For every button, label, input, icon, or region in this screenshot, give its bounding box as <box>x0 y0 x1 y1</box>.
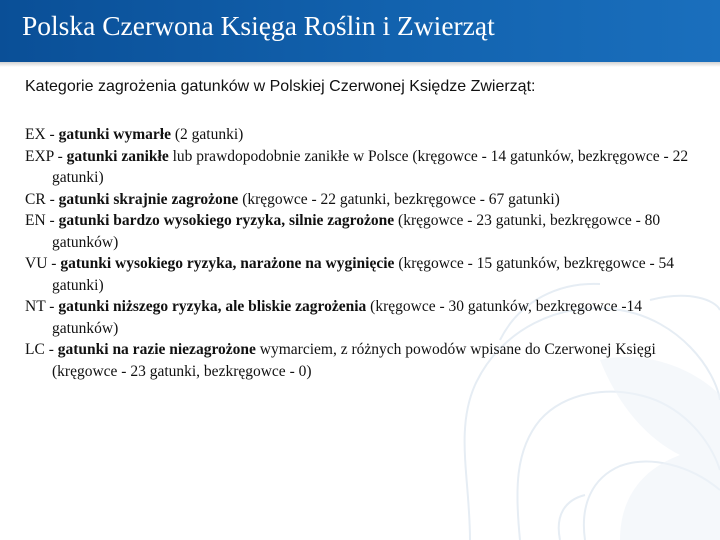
category-separator: - <box>44 341 58 358</box>
category-separator: - <box>45 212 59 229</box>
slide-title: Polska Czerwona Księga Roślin i Zwierząt <box>22 10 495 41</box>
category-separator: - <box>45 126 59 143</box>
category-term: gatunki na razie niezagrożone <box>57 341 256 358</box>
category-item-lc <box>25 339 700 382</box>
intro-text: Kategorie zagrożenia gatunków w Polskiej Czerwonej Księdze Zwierząt: <box>25 78 536 95</box>
category-code: EN <box>25 212 46 229</box>
category-detail: (kręgowce - 22 gatunki, bezkręgowce - 67 gatunki) <box>238 190 560 208</box>
category-term: gatunki zanikłe <box>66 147 169 165</box>
category-term: gatunki bardzo wysokiego ryzyka, silnie zagrożone <box>58 212 395 229</box>
category-detail: (kręgowce - 30 gatunków, bezkręgowce -14 gatunków) <box>52 298 643 337</box>
category-detail: (kręgowce - 15 gatunków, bezkręgowce - 54 gatunki) <box>52 255 675 294</box>
category-item-ex <box>25 124 700 146</box>
category-term: gatunki niższego ryzyka, ale bliskie zagrożenia <box>58 298 367 315</box>
category-separator: - <box>45 190 59 208</box>
category-code: EX <box>25 126 46 143</box>
category-separator: - <box>45 298 59 315</box>
category-separator: - <box>53 147 67 165</box>
category-item-exp <box>25 146 700 189</box>
category-code: LC <box>25 341 45 358</box>
category-term: gatunki skrajnie zagrożone <box>58 190 239 208</box>
category-detail: (kręgowce - 23 gatunki, bezkręgowce - 80 gatunków) <box>52 212 661 251</box>
category-term: gatunki wysokiego ryzyka, narażone na wyginięcie <box>60 255 395 272</box>
category-item-vu <box>25 253 700 296</box>
category-term: gatunki wymarłe <box>58 126 171 143</box>
category-item-en <box>25 210 700 253</box>
title-bar <box>0 0 720 62</box>
category-code: CR <box>25 190 46 208</box>
category-item-cr <box>25 189 700 211</box>
category-detail: lub prawdopodobnie zanikłe w Polsce (kręgowce - 14 gatunków, bezkręgowce - 22 gatunki) <box>52 147 689 186</box>
category-code: EXP <box>25 147 54 165</box>
category-detail: wymarciem, z różnych powodów wpisane do Czerwonej Księgi (kręgowce - 23 gatunki, bezkręgowce - 0) <box>52 341 656 380</box>
category-item-nt <box>25 296 700 339</box>
category-code: VU <box>25 255 48 272</box>
category-list <box>25 124 700 382</box>
category-code: NT <box>25 298 46 315</box>
category-detail: (2 gatunki) <box>170 126 244 143</box>
category-separator: - <box>47 255 61 272</box>
